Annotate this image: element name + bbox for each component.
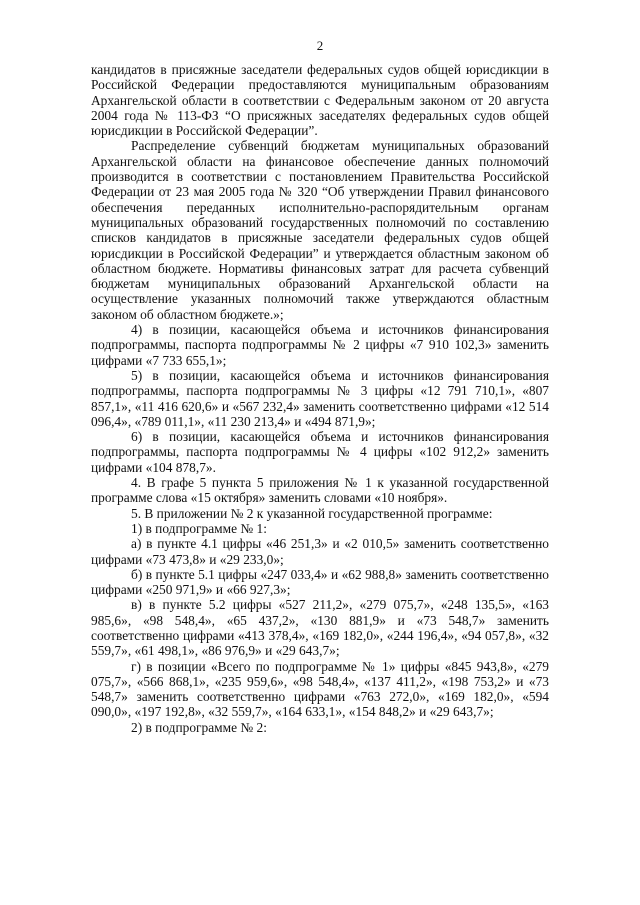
document-body xyxy=(91,62,549,735)
paragraph: кандидатов в присяжные заседатели федеральных судов общей юрисдикции в Российской Федерации предоставляются муниципальным образованиям Архангельской области в соответствии с Федеральным законом от 20 августа 2004 года № 113-ФЗ “О присяжных заседателях федеральных судов общей юрисдикции в Российской Федерации”. xyxy=(91,62,549,139)
paragraph: г) в позиции «Всего по подпрограмме № 1» цифры «845 943,8», «279 075,7», «566 868,1», «235 959,6», «98 548,4», «137 411,2», «198 753,2» и «73 548,7» заменить соответственно цифрами «763 272,0», «169 182,0», «594 090,0», «197 192,8», «32 559,7», «164 633,1», «154 848,2» и «29 643,7»; xyxy=(91,658,549,720)
paragraph: 6) в позиции, касающейся объема и источников финансирования подпрограммы, паспорта подпрограммы № 4 цифры «102 912,2» заменить цифрами «104 878,7». xyxy=(91,429,549,475)
paragraph: б) в пункте 5.1 цифры «247 033,4» и «62 988,8» заменить соответственно цифрами «250 971,9» и «66 927,3»; xyxy=(91,566,549,598)
page-number: 2 xyxy=(316,38,324,53)
paragraph: 5) в позиции, касающейся объема и источников финансирования подпрограммы, паспорта подпрограммы № 3 цифры «12 791 710,1», «807 857,1», «11 416 620,6» и «567 232,4» заменить соответственно цифрами «12 514 096,4», «789 011,1», «11 230 213,4» и «494 871,9»; xyxy=(91,367,549,429)
paragraph: 5. В приложении № 2 к указанной государственной программе: xyxy=(131,505,493,521)
paragraph: а) в пункте 4.1 цифры «46 251,3» и «2 010,5» заменить соответственно цифрами «73 473,8» и «29 233,0»; xyxy=(91,536,549,567)
paragraph: Распределение субвенций бюджетам муниципальных образований Архангельской области на финансовое обеспечение данных полномочий производится в соответствии с постановлением Правительства Российской Федерации от 23 мая 2005 года № 320 “Об утверждении Правил финансового обеспечения переданных исполнительно-распорядительным органам муниципальных образований государственных полномочий по составлению списков кандидатов в присяжные заседатели федеральных судов общей юрисдикции в Российской Федерации” и утверждается областным законом об областном бюджете. Нормативы финансовых затрат для расчета субвенций бюджетам муниципальных образований Архангельской области на осуществление указанных полномочий также утверждаются областным законом об областном бюджете.»; xyxy=(91,138,549,322)
paragraph: 4. В графе 5 пункта 5 приложения № 1 к указанной государственной программе слова «15 октября» заменить словами «10 ноября». xyxy=(91,475,549,506)
paragraph: 1) в подпрограмме № 1: xyxy=(131,520,267,536)
paragraph: в) в пункте 5.2 цифры «527 211,2», «279 075,7», «248 135,5», «163 985,6», «98 548,4», «65 437,2», «130 881,9» и «73 548,7» заменить соответственно цифрами «413 378,4», «169 182,0», «244 196,4», «94 057,8», «32 559,7», «61 498,1», «86 976,9» и «29 643,7»; xyxy=(91,597,549,659)
paragraph: 4) в позиции, касающейся объема и источников финансирования подпрограммы, паспорта подпрограммы № 2 цифры «7 910 102,3» заменить цифрами «7 733 655,1»; xyxy=(91,322,549,368)
paragraph: 2) в подпрограмме № 2: xyxy=(131,719,267,735)
